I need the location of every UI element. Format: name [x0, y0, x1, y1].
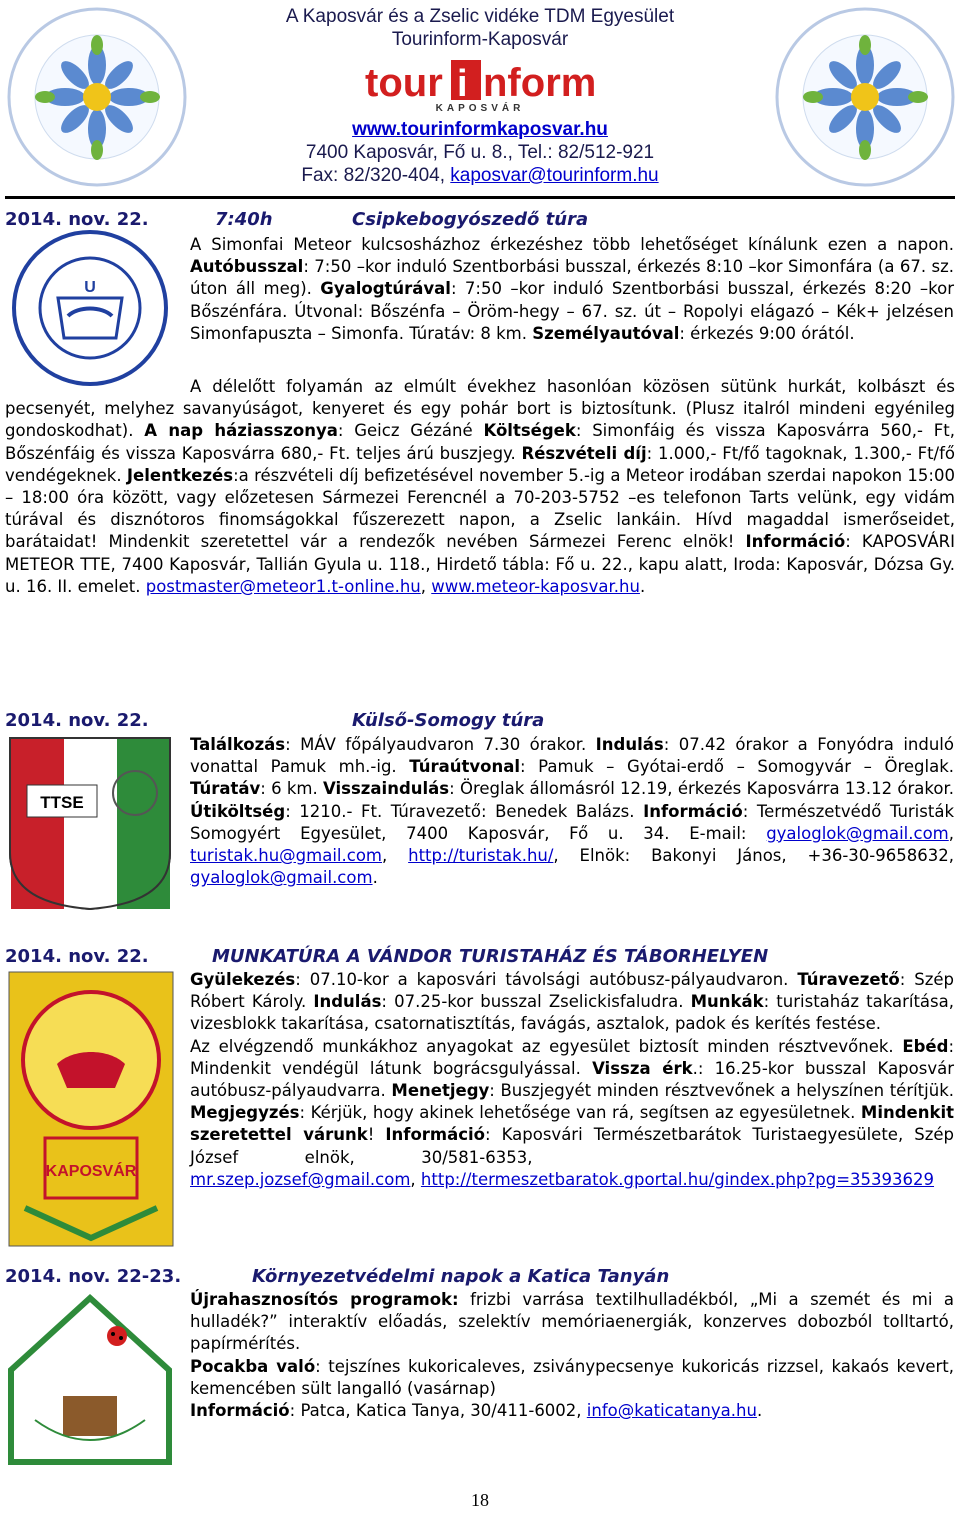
turistak-web-link[interactable]: http://turistak.hu/ — [408, 846, 554, 866]
event4-title: Környezetvédelmi napok a Katica Tanyán — [252, 1266, 670, 1287]
office-address: 7400 Kaposvár, Fő u. 8., Tel.: 82/512-921 — [305, 142, 655, 163]
svg-text:U: U — [84, 279, 96, 296]
ttse-logo — [5, 733, 175, 917]
event1-date: 2014. nov. 22. — [5, 209, 149, 230]
meteor-email-link[interactable]: postmaster@meteor1.t-online.hu — [145, 576, 421, 596]
office-name: Tourinform-Kaposvár — [391, 29, 569, 50]
header-divider — [5, 196, 955, 199]
katica-email-link[interactable]: info@katicatanya.hu — [586, 1401, 757, 1421]
event3-body: Gyülekezés: 07.10-kor a kaposvári távolsági autóbusz-pályaudvaron. Túravezető: Szép Róbert Károly. Indulás: 07.25-kor busszal Zselickisfaludra. Munkák: turistaház takarítása, vizesblokk takarítása, csatornatisztítás, favágás, asztalok, padok és kerítés festése. Az elvégzendő munkákhoz anyagokat az egyesület biztosít minden résztvevőnek. Ebéd: Mindenkit vendégül látunk bográcsgulyással. Vissza érk.: 16.25-kor busszal Kaposvár autóbusz-pályaudvarra. Menetjegy: Buszjegyét minden résztvevőnek a helyszínen térítjük. Megjegyzés: Kérjük, hogy akinek lehetősége van rá, segítsen az egyesületnek. Mindenkit szeretettel várunk! Információ: Kaposvári Természetbarátok Turistaegyesülete, Szép József elnök, 30/581-6353, mr.szep.jozsef@gmail.com, http://termeszetbaratok.gportal.hu/gindex.php?pg=35393629 — [190, 970, 955, 1189]
fax-line — [210, 164, 750, 187]
event4-date: 2014. nov. 22-23. — [5, 1266, 182, 1287]
org-name: A Kaposvár és a Zselic vidéke TDM Egyesület — [285, 6, 675, 27]
turistak-email-link[interactable]: turistak.hu@gmail.com — [190, 846, 382, 866]
website-link[interactable]: www.tourinformkaposvar.hu — [352, 119, 608, 140]
event1-body: A Simonfai Meteor kulcsosházhoz érkezéshez több lehetőséget kínálunk ezen a napon. Autóbusszal: 7:50 –kor induló Szentborbási busszal, érkezés 8:10 –kor Simonfára (a 67. sz. úton áll meg). Gyalogtúrával: 7:50 –kor induló Szentborbási busszal, érkezés 8:20 –kor Bőszénfára. Útvonal: Bőszénfa – Öröm-hegy – 67. sz. út – Ropolyi elágazó – Kék+ jelzésen Simonfapuszta – Simonfa. Túratáv: 8 km. Személyautóval: érkezés 9:00 órától. — [190, 235, 955, 343]
gyaloglok-email-link[interactable]: gyaloglok@gmail.com — [766, 823, 949, 843]
event2-date: 2014. nov. 22. — [5, 710, 149, 731]
event3-date: 2014. nov. 22. — [5, 946, 149, 967]
meteor-web-link[interactable]: www.meteor-kaposvar.hu — [431, 576, 640, 596]
svg-text:i: i — [457, 63, 468, 105]
event1-time: 7:40h — [215, 209, 273, 230]
termeszetbaratok-logo — [5, 968, 177, 1254]
meteor-logo — [6, 228, 174, 398]
tdm-badge-right — [773, 5, 958, 194]
event1-title: Csipkebogyószedő túra — [352, 209, 589, 230]
svg-text:tour: tour — [365, 61, 443, 105]
termeszetbaratok-web-link[interactable]: http://termeszetbaratok.gportal.hu/gindex.php?pg=35393629 — [420, 1169, 935, 1189]
event3-title: MUNKATÚRA A VÁNDOR TURISTAHÁZ ÉS TÁBORHELYEN — [212, 946, 769, 967]
svg-text:TTSE: TTSE — [40, 793, 84, 812]
szep-email-link[interactable]: mr.szep.jozsef@gmail.com — [190, 1169, 411, 1189]
gyaloglok-email-link-2[interactable]: gyaloglok@gmail.com — [190, 868, 373, 888]
event1-body2: A délelőtt folyamán az elmúlt évekhez hasonlóan közösen sütünk hurkát, kolbászt és pecsenyét, melyhez savanyúságot, kenyeret és egy pohár bort is biztosítunk. (Plusz italról mindeni egyénileg gondoskodhat). A nap háziasszonya: Geicz Gézáné Költségek: Simonfáig és vissza Kaposvárra 560,- Ft, Bőszénfáig és vissza Kaposvárra 680,- Ft. teljes árú buszjegy. Részvételi díj: 1.000,- Ft/fő tagoknak, 1.300,- Ft/fő vendégeknek. Jelentkezés:a részvételi díj befizetésével november 5.-ig a Meteor irodában szerdai napokon 15:00 – 18:00 óra között, vagy előzetesen Sármezei Ferencnél a 70-203-5752 –es telefonon Tarts velünk, egy vidám túrával és disznótoros finomságokkal fűszerezett napon, a Zselic lankáin. Hívd magaddal ismerőseidet, barátaidat! Mindenkit szeretettel vár a rendezők nevében Sármezei Ferenc elnök! Információ: KAPOSVÁRI METEOR TTE, 7400 Kaposvár, Tallián Gyula u. 118., Hirdető tábla: Fő u. 22., kapu alatt, Iroda: Kaposvár, Dózsa Gy. u. 16. II. emelet. postmaster@meteor1.t-online.hu, www.meteor-kaposvar.hu. — [5, 377, 955, 596]
event4-body: Újrahasznosítós programok: frizbi varrása textilhulladékból, „Mi a szemét és mi a hulladék?” interaktív előadás, szelektív memóriaenergiák, konzerves dobozból tolltartó, papírmérítés. Pocakba való: tejszínes kukoricaleves, zsiványpecsenye kukoricás rizzsel, kakaós kevert, kemencében sült langalló (vasárnap) Információ: Patca, Katica Tanya, 30/411-6002, info@katicatanya.hu. — [190, 1290, 954, 1421]
page-number: 18 — [471, 1490, 489, 1510]
event2-body: Találkozás: MÁV főpályaudvaron 7.30 órakor. Indulás: 07.42 órakor a Fonyódra induló vonattal Pamuk mh.-ig. Túraútvonal: Pamuk – Gyótai-erdő – Somogyvár – Öreglak. Túratáv: 6 km. Visszaindulás: Öreglak állomásról 12.19, érkezés Kaposvárra 13.12 órakor. Útiköltség: 1210.- Ft. Túravezető: Benedek Balázs. Információ: Természetvédő Turisták Somogyért Egyesület, 7400 Kaposvár, Fő u. 34. E-mail: gyaloglok@gmail.com, turistak.hu@gmail.com, http://turistak.hu/, Elnök: Bakonyi János, +36-30-9658632, gyaloglok@gmail.com. — [190, 735, 955, 888]
tdm-badge-left — [5, 5, 190, 194]
svg-text:KAPOSVÁR: KAPOSVÁR — [45, 1163, 137, 1180]
email-link[interactable]: kaposvar@tourinform.hu — [450, 165, 659, 186]
katica-tanya-logo — [5, 1290, 175, 1474]
fax-text: Fax: 82/320-404, — [301, 165, 451, 186]
svg-text:nform: nform — [483, 61, 595, 105]
tourinform-logo — [365, 58, 595, 114]
event2-title: Külső-Somogy túra — [352, 710, 545, 731]
svg-text:KAPOSVÁR: KAPOSVÁR — [435, 103, 525, 114]
